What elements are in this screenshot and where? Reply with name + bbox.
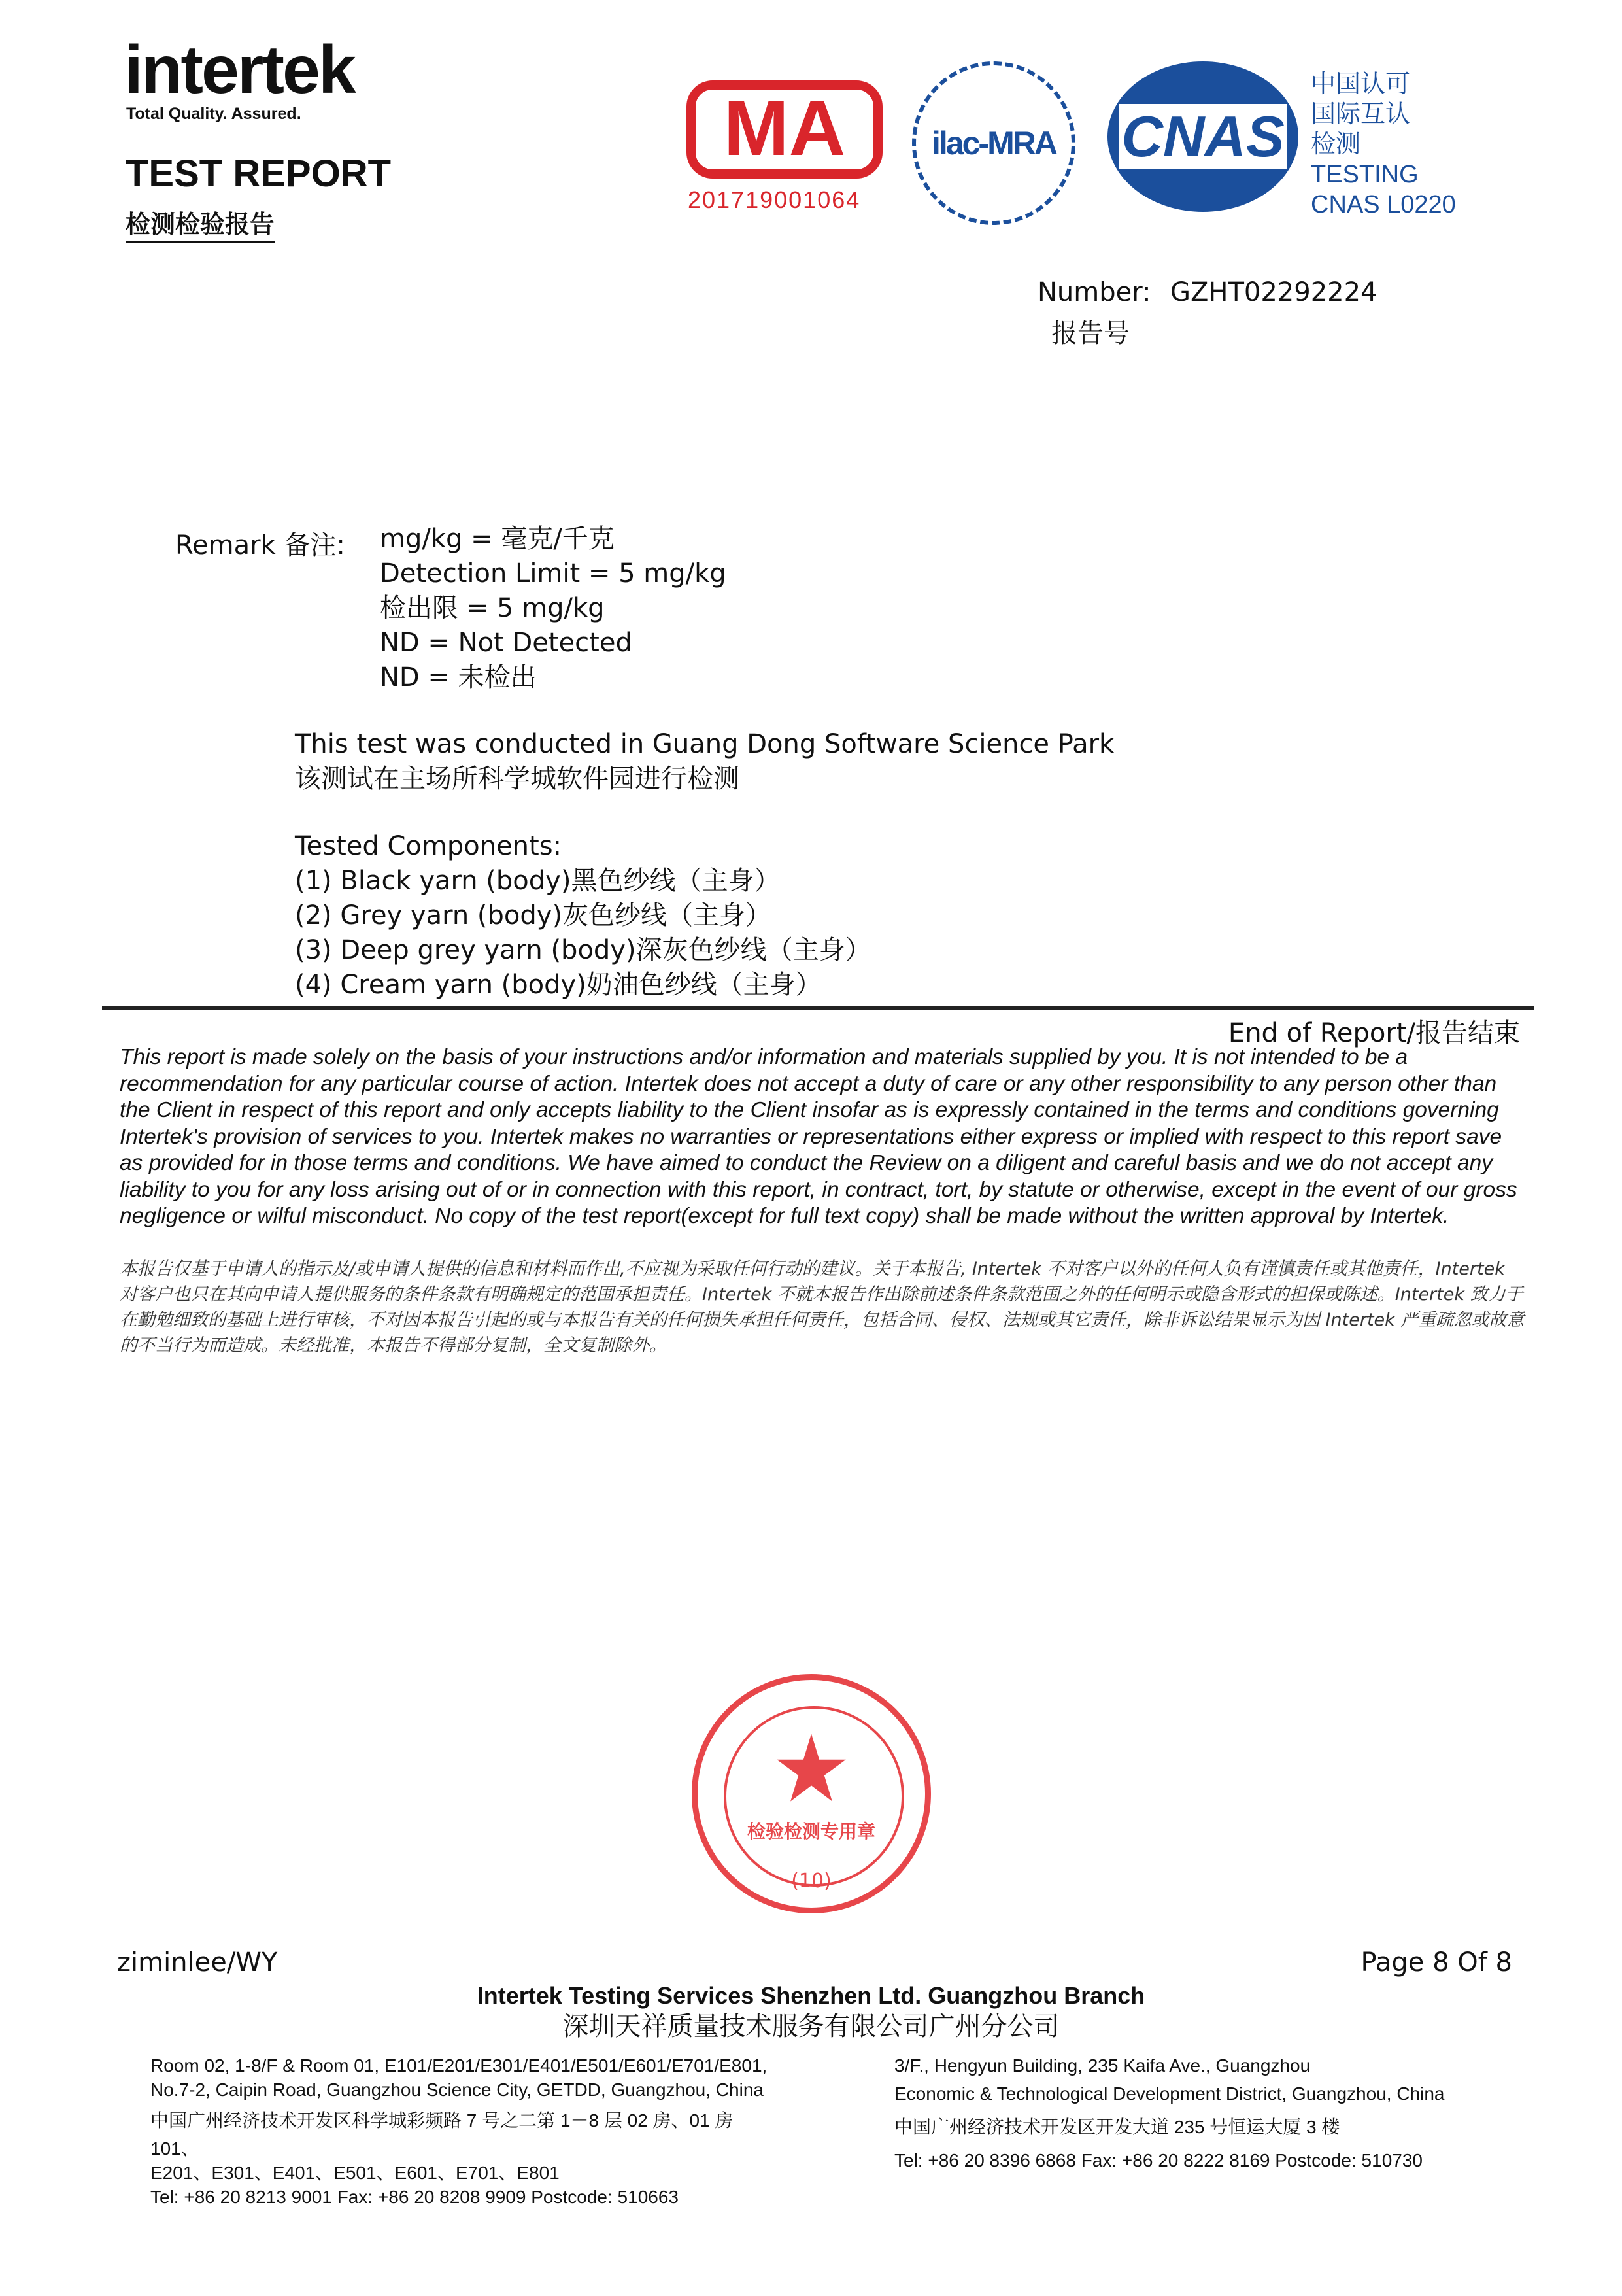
test-location <box>295 727 1114 797</box>
report-number: GZHT02292224 <box>1170 277 1377 307</box>
cma-number: 201719001064 <box>688 186 861 213</box>
cnas-text <box>1311 69 1456 220</box>
remark-line: mg/kg = 毫克/千克 <box>380 524 615 554</box>
tested-components <box>295 829 871 1002</box>
company-name: Intertek Testing Services Shenzhen Ltd. Guangzhou Branch <box>477 1982 1145 2009</box>
company-block <box>0 1981 1622 2043</box>
address-line: Economic & Technological Development District, Guangzhou, China <box>894 2083 1445 2104</box>
disclaimer-en: This report is made solely on the basis of your instructions and/or information and materials supplied by you. It is not intended to be a recommendation for any particular course of action. Intertek does not accept a duty of care or any other responsibility to any person other than the Client in respect of this report and only accepts liability to the Client insofar as is expressly contained in the terms and conditions governing Intertek's provision of services to you. Intertek makes no warranties or representations either express or implied with respect to this report save as provided for in those terms and conditions. We have aimed to conduct the Review on a diligent and careful basis and we do not accept any liability to you for any loss arising out of or in connection with this report, in contract, tort, by statute or otherwise, except in the event of our gross negligence or wilful misconduct. No copy of the test report(except for full text copy) shall be made without the written approval by Intertek. <box>120 1045 1517 1228</box>
cnas-logo <box>1107 61 1298 212</box>
address-line: 101、 <box>150 2138 199 2159</box>
component-item: (2) Grey yarn (body)灰色纱线（主身） <box>295 900 772 931</box>
remark-line: 检出限 = 5 mg/kg <box>380 593 605 623</box>
address-line: 中国广州经济技术开发区科学城彩频路 7 号之二第 1－8 层 02 房、01 房 <box>150 2110 734 2131</box>
test-location-en: This test was conducted in Guang Dong Software Science Park <box>295 729 1115 759</box>
address-right <box>894 2053 1444 2172</box>
intertek-logo: intertek <box>124 32 354 108</box>
remark-lines <box>380 522 726 695</box>
divider <box>102 1006 1534 1010</box>
disclaimers <box>120 1044 1525 1358</box>
cnas-text-line: 国际互认 <box>1311 101 1411 128</box>
stamp-label: 检验检测专用章 <box>747 1821 875 1842</box>
author: ziminlee/WY <box>117 1947 278 1978</box>
report-number-label: Number: <box>1038 277 1151 307</box>
component-item: (3) Deep grey yarn (body)深灰色纱线（主身） <box>295 935 871 965</box>
remark-line: Detection Limit = 5 mg/kg <box>380 558 726 589</box>
cnas-logo-text: CNAS <box>1119 104 1287 169</box>
address-line: E201、E301、E401、E501、E601、E701、E801 <box>150 2163 560 2183</box>
remark-line: ND = 未检出 <box>380 662 537 693</box>
address-line: Tel: +86 20 8396 6868 Fax: +86 20 8222 8169 Postcode: 510730 <box>894 2150 1423 2170</box>
address-line: 中国广州经济技术开发区开发大道 235 号恒运大厦 3 楼 <box>894 2117 1340 2137</box>
address-line: Tel: +86 20 8213 9001 Fax: +86 20 8208 9909 Postcode: 510663 <box>150 2187 679 2207</box>
cnas-text-line: CNAS L0220 <box>1311 191 1456 218</box>
report-number-label-cn: 报告号 <box>1051 318 1130 349</box>
test-location-cn: 该测试在主场所科学城软件园进行检测 <box>295 764 739 794</box>
page-number: Page 8 Of 8 <box>1360 1947 1512 1978</box>
stamp-number: (10) <box>791 1870 832 1893</box>
address-line: Room 02, 1-8/F & Room 01, E101/E201/E301/E401/E501/E601/E701/E801, <box>150 2055 768 2076</box>
remark-label: Remark 备注: <box>175 530 345 560</box>
disclaimer-cn: 本报告仅基于申请人的指示及/或申请人提供的信息和材料而作出,不应视为采取任何行动的建议。关于本报告, Intertek 不对客户以外的任何人负有谨慎责任或其他责任，Intertek 对客户也只在其向申请人提供服务的条件条款有明确规定的范围承担责任。Intertek 不就本报告作出除前述条件条款范围之外的任何明示或隐含形式的担保或陈述。Intertek 致力于在勤勉细致的基础上进行审核，不对因本报告引起的或与本报告有关的任何损失承担任何责任，包括合同、侵权、法规或其它责任，除非诉讼结果显示为因 Intertek 严重疏忽或故意的不当行为而造成。未经批准，本报告不得部分复制，全文复制除外。 <box>120 1258 1525 1356</box>
address-left <box>150 2053 767 2209</box>
end-of-report: End of Report/报告结束 <box>1228 1018 1520 1048</box>
remark-line: ND = Not Detected <box>380 628 632 658</box>
cnas-text-line: TESTING <box>1311 161 1419 188</box>
company-stamp <box>692 1674 931 1913</box>
address-line: 3/F., Hengyun Building, 235 Kaifa Ave., Guangzhou <box>894 2055 1311 2076</box>
ilac-mra-logo: ilac-MRA <box>912 61 1075 225</box>
component-item: (1) Black yarn (body)黑色纱线（主身） <box>295 866 781 896</box>
cnas-text-line: 中国认可 <box>1311 71 1411 98</box>
star-icon <box>775 1732 847 1804</box>
cnas-text-line: 检测 <box>1311 131 1361 158</box>
page-title-cn: 检测检验报告 <box>126 204 275 243</box>
tagline: Total Quality. Assured. <box>126 105 301 123</box>
components-title: Tested Components: <box>295 831 562 861</box>
component-item: (4) Cream yarn (body)奶油色纱线（主身） <box>295 970 822 1000</box>
cma-logo: MA <box>686 80 883 179</box>
company-name-cn: 深圳天祥质量技术服务有限公司广州分公司 <box>562 2012 1060 2042</box>
page-title: TEST REPORT <box>126 152 392 195</box>
address-line: No.7-2, Caipin Road, Guangzhou Science City, GETDD, Guangzhou, China <box>150 2080 764 2100</box>
